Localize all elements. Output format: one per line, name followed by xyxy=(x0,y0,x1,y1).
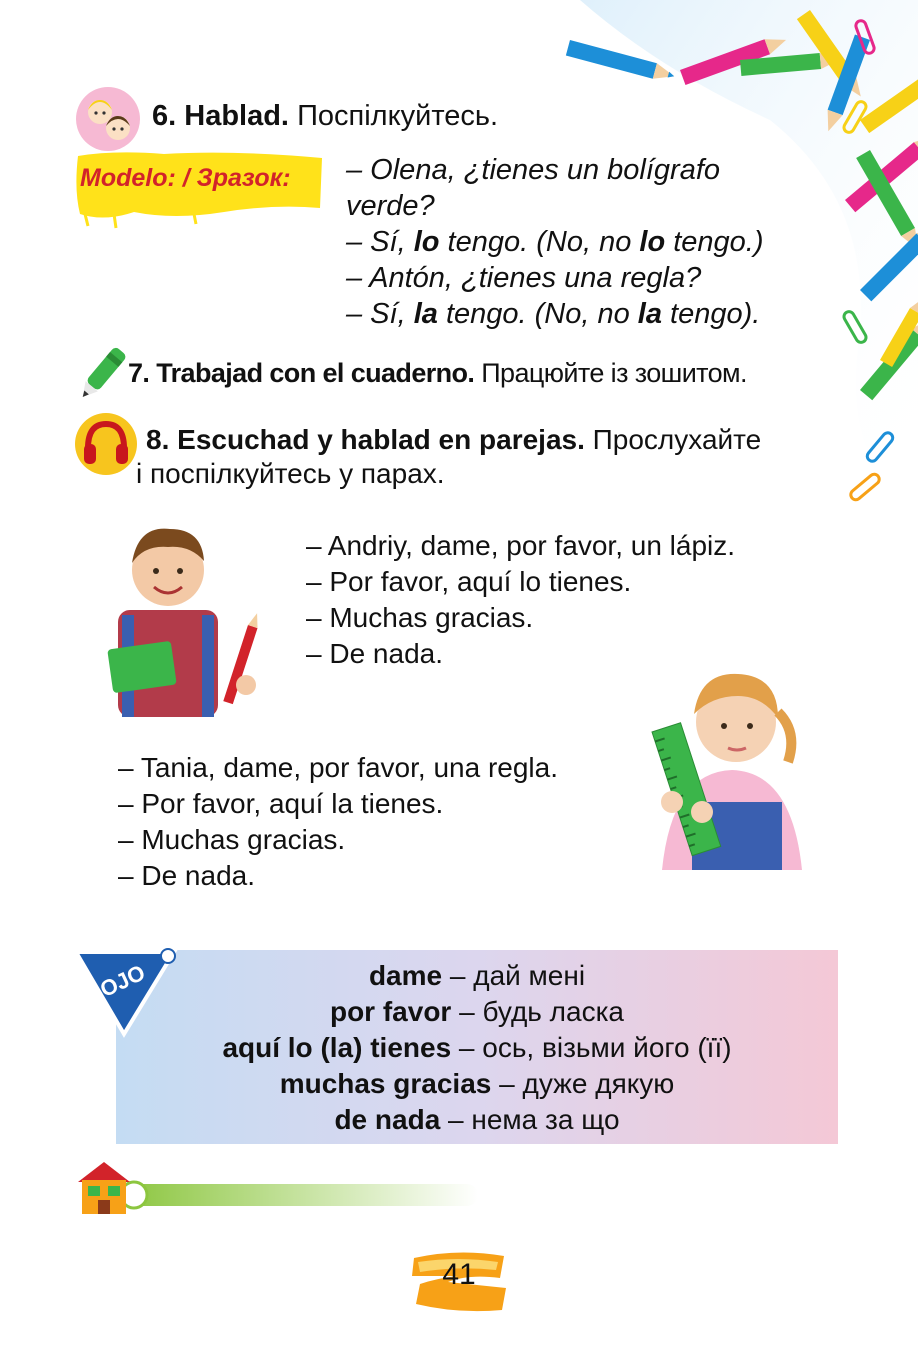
children-talking-icon xyxy=(74,86,142,152)
vocab-item: por favor – будь ласка xyxy=(329,996,625,1027)
dialog-line: – De nada. xyxy=(118,860,255,891)
dialog-line: – Sí, lo tengo. (No, no lo tengo.) xyxy=(346,226,764,258)
exercise-number: 7. xyxy=(128,358,150,388)
dialog-line: – De nada. xyxy=(306,638,443,669)
dialog-line: – Andriy, dame, por favor, un lápiz. xyxy=(306,530,736,561)
ojo-badge-text: OJO xyxy=(96,959,149,1002)
headphones-icon xyxy=(74,412,138,476)
exercise-title-es: Hablad. xyxy=(184,100,289,132)
exercise-title-uk-continued: і поспілкуйтесь у парах. xyxy=(136,458,445,489)
vocabulary-list xyxy=(116,958,838,1138)
homework-house-icon xyxy=(78,1160,478,1216)
dialog-line: – Antón, ¿tienes una regla? xyxy=(346,262,702,294)
dialog-line: – Tania, dame, por favor, una regla. xyxy=(118,752,558,783)
exercise-title-uk: Прослухайте xyxy=(592,424,762,455)
vocab-item: muchas gracias – дуже дякую xyxy=(279,1068,675,1099)
dialog-line: – Por favor, aquí lo tienes. xyxy=(306,566,632,597)
girl-with-ruler-image xyxy=(632,652,814,870)
model-label: Modelo: / Зразок: xyxy=(80,164,291,192)
dialog-line: – Muchas gracias. xyxy=(306,602,534,633)
page-number: 41 xyxy=(442,1258,476,1291)
vocab-item: dame – дай мені xyxy=(368,960,586,991)
vocab-item: aquí lo (la) tienes – ось, візьми його (її) xyxy=(222,1032,732,1063)
exercise-6-heading xyxy=(152,100,498,133)
dialog-line: – Sí, la tengo. (No, no la tengo). xyxy=(346,298,761,330)
exercise-title-uk: Поспілкуйтесь. xyxy=(297,100,499,132)
dialog-line: verde? xyxy=(346,190,435,222)
dialog-line: – Muchas gracias. xyxy=(118,824,346,855)
exercise-7-heading xyxy=(128,358,747,389)
dialog-tania xyxy=(118,750,558,894)
exercise-title-es: Trabajad con el cuaderno. xyxy=(156,358,475,388)
exercise-title-uk: Працюйте із зошитом. xyxy=(481,358,747,388)
dialog-andriy xyxy=(306,528,735,672)
exercise-8-heading xyxy=(146,424,761,456)
dialog-line: – Por favor, aquí la tienes. xyxy=(118,788,444,819)
model-dialog xyxy=(346,152,764,332)
exercise-number: 8. xyxy=(146,424,170,455)
pen-icon xyxy=(74,342,130,406)
exercise-title-es: Escuchad y hablad en parejas. xyxy=(177,424,585,455)
exercise-number: 6. xyxy=(152,100,177,132)
boy-with-pencil-image xyxy=(98,515,276,717)
dialog-line: – Olena, ¿tienes un bolígrafo xyxy=(346,154,721,186)
vocab-item: de nada – нема за що xyxy=(334,1104,620,1135)
